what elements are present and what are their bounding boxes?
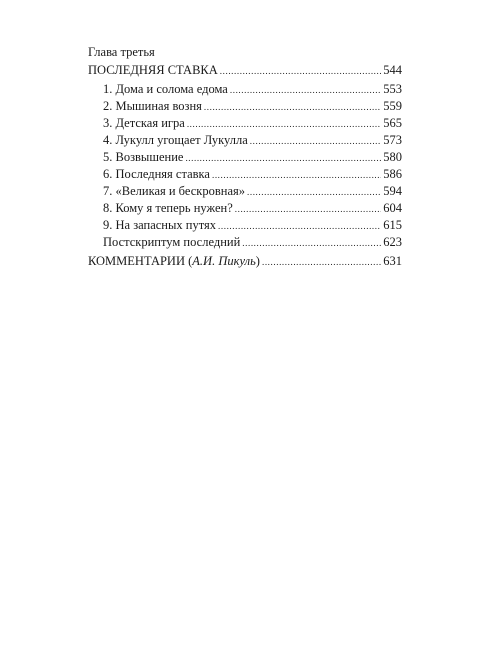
toc-subsection[interactable] — [103, 115, 402, 132]
dot-leader — [187, 116, 381, 132]
toc-entry-page: 631 — [383, 254, 402, 268]
dot-leader — [218, 218, 381, 234]
toc-subsection[interactable] — [103, 132, 402, 149]
toc-entry-title: 8. Кому я теперь нужен? — [103, 201, 233, 215]
toc-entry-page: 580 — [383, 150, 402, 164]
toc-entry-page: 544 — [383, 63, 402, 77]
toc-main-section[interactable] — [88, 62, 402, 79]
chapter-label: Глава третья — [88, 45, 155, 59]
toc-entry-title: 1. Дома и солома едома — [103, 82, 228, 96]
toc-entry-page: 559 — [383, 99, 402, 113]
toc-entry-title: 6. Последняя ставка — [103, 167, 210, 181]
toc-entry-title: 9. На запасных путях — [103, 218, 217, 232]
dot-leader — [250, 133, 381, 149]
toc-subsection[interactable] — [103, 149, 402, 166]
dot-leader — [212, 167, 381, 183]
toc-entry-title: ПОСЛЕДНЯЯ СТАВКА — [88, 63, 218, 77]
toc-entry-title: 2. Мышиная возня — [103, 99, 202, 113]
toc-entry-title — [88, 253, 262, 269]
toc-entry-page: 553 — [383, 82, 402, 96]
toc-entry-title: 7. «Великая и бескровная» — [103, 184, 245, 198]
toc-entry-page: 573 — [383, 133, 402, 147]
toc-entry-page: 623 — [383, 235, 402, 249]
toc-subsection[interactable] — [103, 81, 402, 98]
toc-entry-page: 586 — [383, 167, 402, 181]
toc-entry-page: 594 — [383, 184, 402, 198]
toc-subsection[interactable] — [103, 217, 402, 234]
dot-leader — [204, 99, 381, 115]
toc-entry-title: 3. Детская игра — [103, 116, 185, 130]
toc-subsection[interactable] — [103, 98, 402, 115]
toc-entry-page: 565 — [383, 116, 402, 130]
toc-entry-page: 615 — [383, 218, 402, 232]
toc-subsection[interactable] — [103, 166, 402, 183]
dot-leader — [185, 150, 381, 166]
dot-leader — [242, 235, 381, 251]
dot-leader — [220, 63, 381, 79]
dot-leader — [235, 201, 382, 217]
toc-entry-title: 5. Возвышение — [103, 150, 184, 164]
toc-entry-title: 4. Лукулл угощает Лукулла — [103, 133, 248, 147]
dot-leader — [247, 184, 381, 200]
toc-subsection[interactable] — [103, 183, 402, 200]
toc-entry-title: Постскриптум последний — [103, 235, 241, 249]
toc-comments[interactable] — [88, 253, 402, 270]
comments-title-prefix: КОММЕНТАРИИ ( — [88, 254, 193, 268]
comments-author: А.И. Пикуль — [192, 254, 256, 268]
toc-subsection[interactable] — [103, 200, 402, 217]
dot-leader — [230, 82, 381, 98]
dot-leader — [262, 254, 381, 270]
toc-subsection[interactable] — [103, 234, 402, 251]
comments-title-suffix: ) — [255, 254, 260, 268]
toc-entry-page: 604 — [383, 201, 402, 215]
